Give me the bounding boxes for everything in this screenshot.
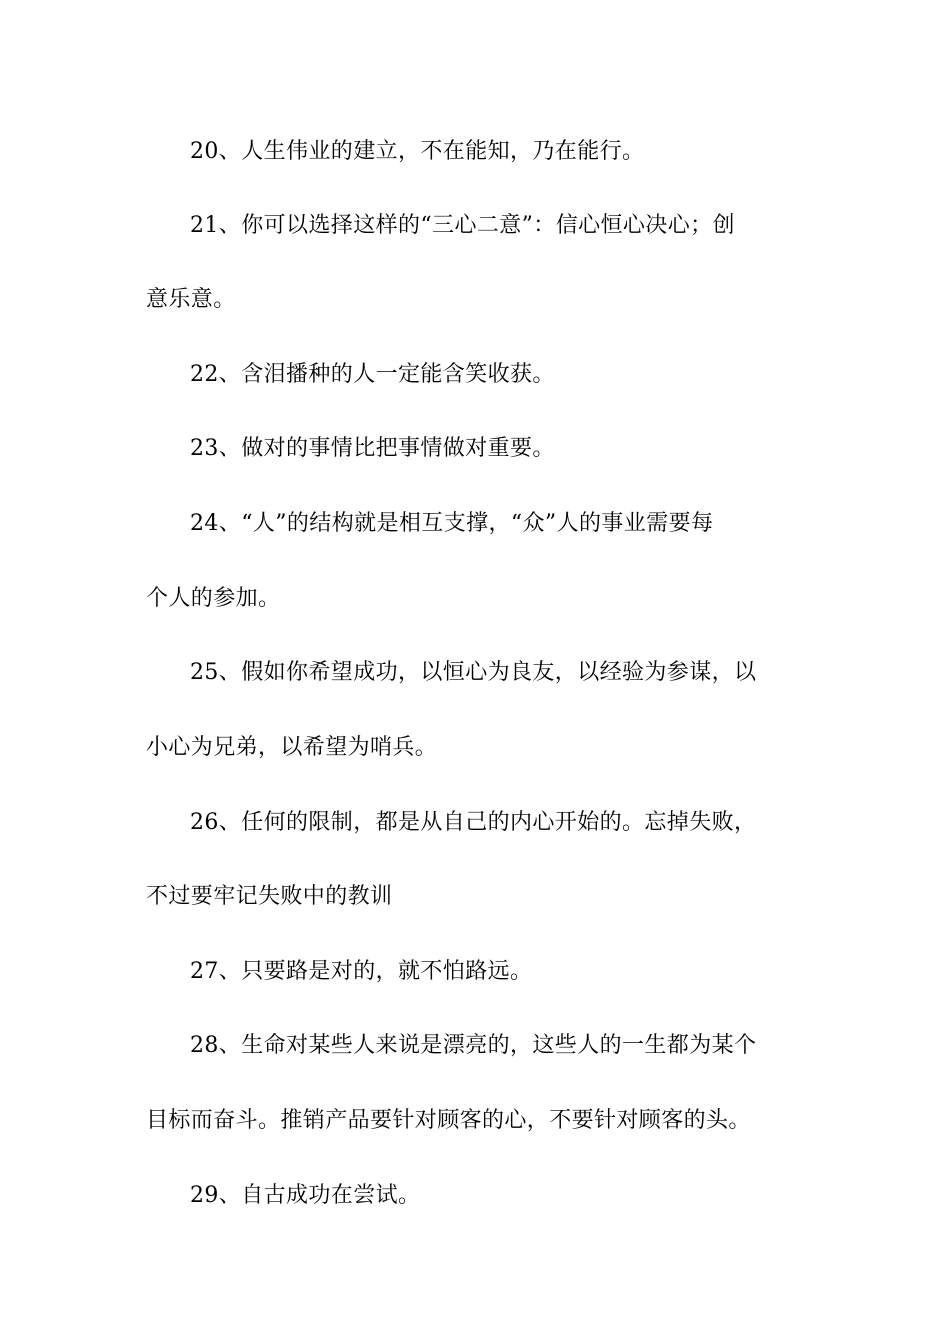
item-21-continuation: 意乐意。: [146, 287, 236, 312]
item-25: 25、假如你希望成功，以恒心为良友，以经验为参谋，以: [190, 660, 757, 685]
item-21: 21、你可以选择这样的“三心二意”：信心恒心决心；创: [190, 213, 735, 238]
item-28: 28、生命对某些人来说是漂亮的，这些人的一生都为某个: [190, 1033, 757, 1058]
item-23: 23、做对的事情比把事情做对重要。: [190, 436, 555, 461]
item-24: 24、“人”的结构就是相互支撑，“众”人的事业需要每: [190, 511, 714, 536]
item-29: 29、自古成功在尝试。: [190, 1183, 421, 1208]
item-27: 27、只要路是对的，就不怕路远。: [190, 959, 533, 984]
item-26-continuation: 不过要牢记失败中的教训: [146, 884, 393, 909]
item-20: 20、人生伟业的建立，不在能知，乃在能行。: [190, 139, 645, 164]
item-22: 22、含泪播种的人一定能含笑收获。: [190, 362, 555, 387]
item-25-continuation: 小心为兄弟，以希望为哨兵。: [146, 735, 438, 760]
item-28-continuation: 目标而奋斗。推销产品要针对顾客的心，不要针对顾客的头。: [146, 1108, 751, 1133]
item-24-continuation: 个人的参加。: [146, 586, 281, 611]
item-26: 26、任何的限制，都是从自己的内心开始的。忘掉失败，: [190, 810, 757, 835]
